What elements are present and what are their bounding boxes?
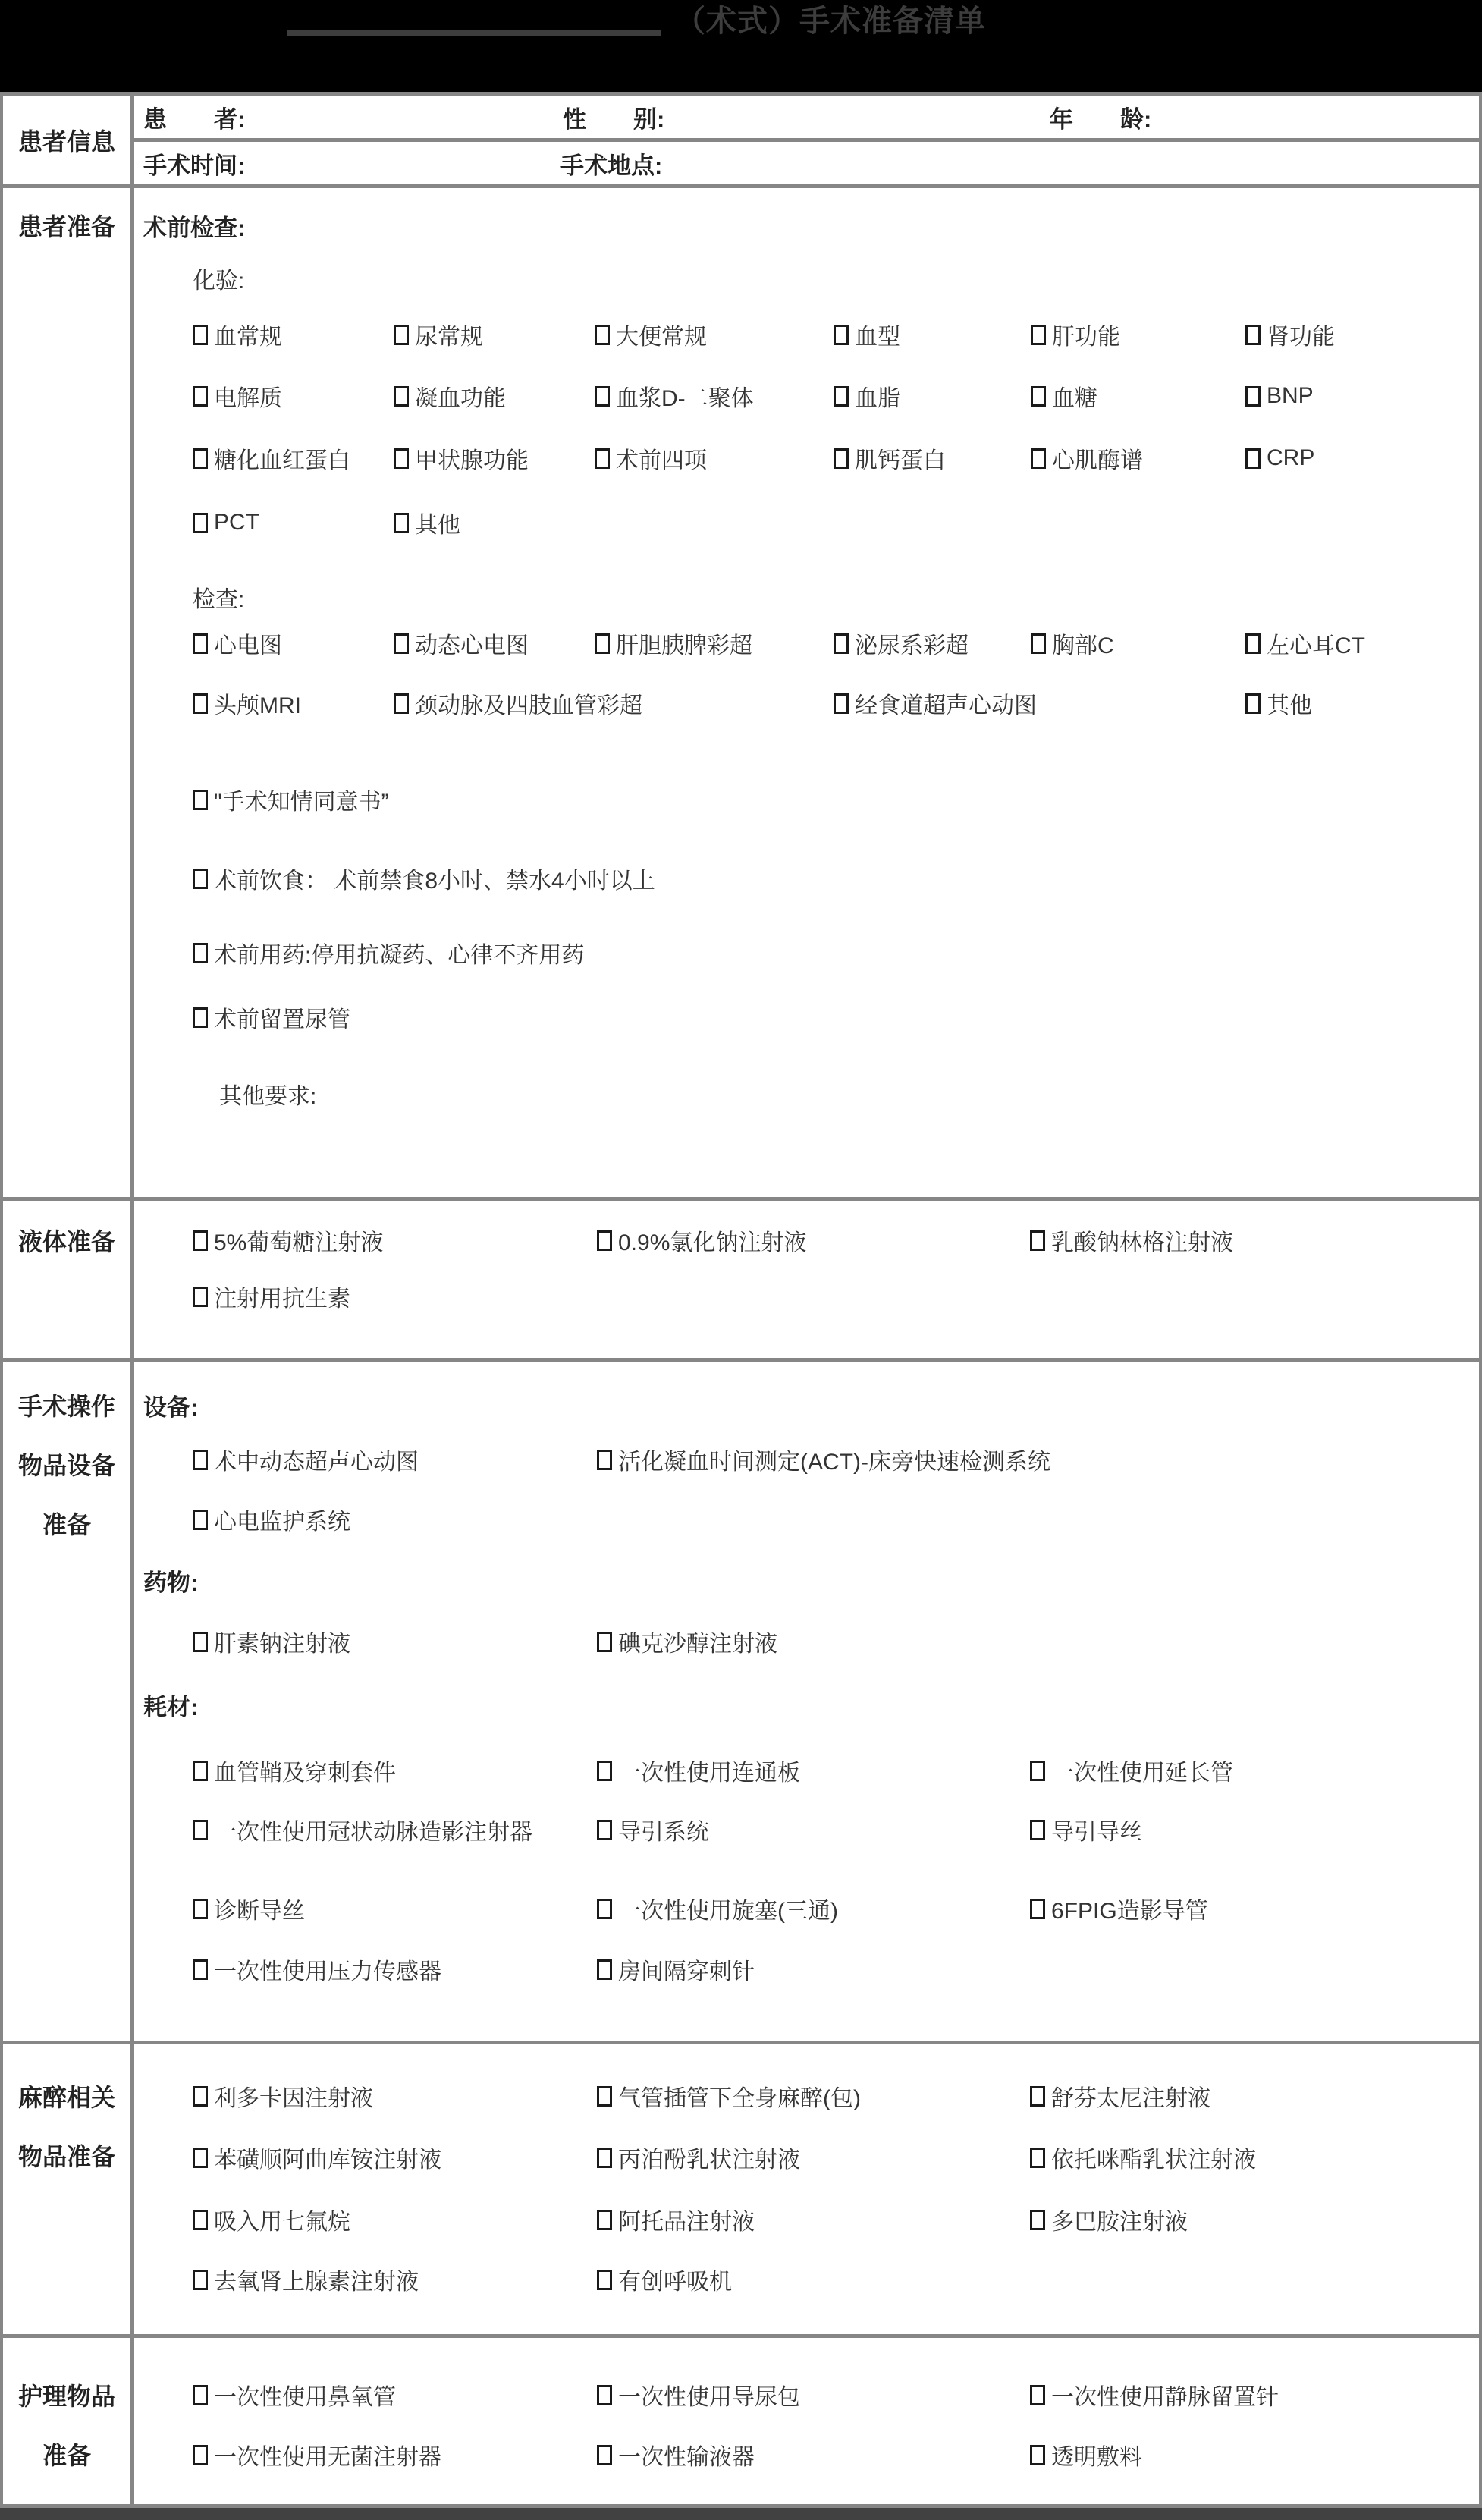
checkbox-label: 一次性使用旋塞(三通) — [618, 1899, 838, 1924]
checkbox-icon[interactable] — [834, 633, 849, 654]
checkbox-icon[interactable] — [193, 448, 208, 469]
checkbox-icon[interactable] — [595, 448, 610, 469]
other-requirements-label: 其他要求: — [219, 1084, 317, 1109]
checkbox-icon[interactable] — [834, 325, 849, 345]
checkbox-item[interactable] — [1031, 442, 1245, 474]
checkbox-icon[interactable] — [834, 448, 849, 469]
checkbox-icon[interactable] — [193, 1632, 208, 1652]
checkbox-icon[interactable] — [394, 448, 409, 469]
checkbox-icon[interactable] — [597, 1450, 612, 1470]
drug-row-1 — [134, 1626, 1479, 1657]
checkbox-item[interactable] — [193, 784, 1479, 815]
checkbox-label: 乳酸钠林格注射液 — [1051, 1230, 1233, 1255]
checkbox-item[interactable] — [597, 2379, 1030, 2411]
checkbox-label: 血浆D-二聚体 — [616, 386, 754, 411]
checkbox-item[interactable] — [597, 1893, 1030, 1925]
checkbox-label: 一次性使用延长管 — [1051, 1761, 1233, 1786]
checkbox-item[interactable] — [1245, 319, 1479, 350]
checkbox-label: 血脂 — [855, 386, 900, 411]
checkbox-label: 依托咪酯乳状注射液 — [1051, 2148, 1256, 2173]
section-anesthesia-prep — [3, 2041, 1479, 2334]
checkbox-label: 阿托品注射液 — [618, 2210, 755, 2235]
checkbox-icon[interactable] — [193, 790, 208, 810]
checkbox-label: 血型 — [855, 325, 900, 350]
checkbox-label: 肝素钠注射液 — [214, 1632, 350, 1657]
checkbox-icon[interactable] — [193, 1450, 208, 1470]
checkbox-label: 有创呼吸机 — [618, 2270, 732, 2295]
checkbox-item[interactable] — [193, 2439, 597, 2471]
checkbox-label: 术前留置尿管 — [214, 1007, 350, 1032]
checkbox-icon[interactable] — [595, 386, 610, 407]
checkbox-label: 多巴胺注射液 — [1051, 2210, 1188, 2235]
checkbox-icon[interactable] — [597, 1899, 612, 1919]
checkbox-icon[interactable] — [193, 1820, 208, 1840]
surgery-time-field-label: 手术时间: — [143, 152, 246, 179]
checkbox-item[interactable] — [597, 2264, 1030, 2295]
patient-prep-content — [134, 188, 1479, 1197]
checkbox-label: 丙泊酚乳状注射液 — [618, 2148, 800, 2173]
checkbox-icon[interactable] — [193, 633, 208, 654]
preop-exam-header: 术前检查: — [143, 214, 246, 241]
checkbox-icon[interactable] — [394, 386, 409, 407]
checkbox-icon[interactable] — [394, 633, 409, 654]
checkbox-item[interactable] — [1030, 1224, 1479, 1256]
checkbox-icon[interactable] — [1030, 1230, 1045, 1251]
checkbox-icon[interactable] — [597, 2210, 612, 2230]
checkbox-icon[interactable] — [595, 633, 610, 654]
checkbox-icon[interactable] — [193, 2385, 208, 2405]
section-label-fluid-prep: 液体准备 — [3, 1201, 134, 1358]
checkbox-icon[interactable] — [834, 693, 849, 714]
checkbox-icon[interactable] — [193, 2148, 208, 2168]
checkbox-icon[interactable] — [1245, 325, 1261, 345]
patient-info-content — [134, 96, 1479, 184]
checkbox-item[interactable] — [597, 1814, 1030, 1846]
checkbox-item[interactable] — [1030, 2379, 1479, 2411]
checkbox-label: 经食道超声心动图 — [855, 693, 1037, 718]
checkbox-label: 动态心电图 — [415, 633, 529, 658]
section-label-patient-prep: 患者准备 — [3, 188, 134, 1197]
checkbox-label: 术前用药:停用抗凝药、心律不齐用药 — [214, 943, 585, 968]
surgery-location-field-label: 手术地点: — [560, 152, 663, 179]
checkbox-item[interactable] — [193, 1626, 597, 1657]
checkbox-item[interactable] — [193, 2204, 597, 2236]
footer-band — [0, 2508, 1482, 2520]
equipment-row-1 — [134, 1444, 1479, 1475]
checkbox-icon[interactable] — [597, 2270, 612, 2290]
catheter-line — [134, 1001, 1479, 1033]
checkbox-label: 导引系统 — [618, 1820, 709, 1845]
checkbox-label: 其他 — [415, 513, 460, 538]
fluid-prep-content — [134, 1201, 1479, 1358]
checkbox-item[interactable] — [193, 1280, 597, 1312]
exam-row-1 — [134, 627, 1479, 659]
section-patient-prep — [3, 184, 1479, 1197]
checkbox-item[interactable] — [193, 2141, 597, 2173]
checkbox-icon[interactable] — [597, 2385, 612, 2405]
checkbox-label: 导引导丝 — [1051, 1820, 1142, 1845]
checkbox-icon[interactable] — [597, 1761, 612, 1781]
checkbox-icon[interactable] — [597, 2148, 612, 2168]
checkbox-item[interactable] — [1030, 1814, 1479, 1846]
checkbox-icon[interactable] — [1030, 2445, 1045, 2465]
checkbox-icon[interactable] — [193, 1761, 208, 1781]
checkbox-label: BNP — [1267, 383, 1314, 408]
checkbox-icon[interactable] — [193, 2210, 208, 2230]
checkbox-item[interactable] — [394, 319, 595, 350]
checkbox-icon[interactable] — [1030, 1899, 1045, 1919]
checkbox-label: 肝功能 — [1052, 325, 1120, 350]
checkbox-item[interactable] — [193, 1755, 597, 1786]
section-label-patient-info: 患者信息 — [3, 96, 134, 184]
patient-info-row-2 — [134, 138, 1479, 184]
exam-row-2 — [134, 687, 1479, 719]
checkbox-item[interactable] — [193, 2264, 597, 2295]
checklist-table — [0, 92, 1482, 2508]
checkbox-label: 一次性使用压力传感器 — [214, 1959, 441, 1984]
checkbox-item[interactable] — [834, 687, 1245, 719]
section-label-anesthesia-prep: 麻醉相关 物品准备 — [3, 2044, 134, 2334]
checkbox-label: "手术知情同意书” — [214, 790, 389, 815]
checkbox-icon[interactable] — [597, 1632, 612, 1652]
checkbox-icon[interactable] — [193, 513, 208, 533]
procedure-name-blank-line — [287, 30, 661, 36]
checkbox-label: PCT — [214, 510, 259, 535]
checkbox-label: 头颅MRI — [214, 693, 301, 718]
diet-line — [134, 863, 1479, 894]
fluid-row-1 — [134, 1224, 1479, 1256]
checkbox-item[interactable] — [1245, 380, 1479, 412]
gender-field-label: 性 别: — [563, 105, 665, 133]
checkbox-item[interactable] — [193, 1224, 597, 1256]
consumable-header: 耗材: — [143, 1693, 199, 1720]
checkbox-item[interactable] — [193, 1893, 597, 1925]
checkbox-label: 术前四项 — [616, 448, 707, 473]
checkbox-item[interactable] — [1245, 627, 1479, 659]
checkbox-icon[interactable] — [193, 2270, 208, 2290]
checkbox-label: 心电图 — [214, 633, 282, 658]
checkbox-label: 胸部C — [1052, 633, 1114, 658]
checkbox-label: 0.9%氯化钠注射液 — [618, 1230, 807, 1255]
checkbox-item[interactable] — [1030, 2080, 1479, 2112]
checkbox-label: 苯磺顺阿曲库铵注射液 — [214, 2148, 441, 2173]
checkbox-item[interactable] — [193, 442, 394, 474]
checkbox-label: CRP — [1267, 445, 1315, 470]
checkbox-item[interactable] — [597, 2439, 1030, 2471]
checkbox-label: 泌尿系彩超 — [855, 633, 969, 658]
checkbox-item[interactable] — [193, 380, 394, 412]
checkbox-item[interactable] — [595, 627, 834, 659]
checkbox-icon[interactable] — [597, 2445, 612, 2465]
section-fluid-prep — [3, 1197, 1479, 1358]
checkbox-label: 一次性使用无菌注射器 — [214, 2445, 441, 2470]
checkbox-icon[interactable] — [193, 1007, 208, 1028]
lab-row-3 — [134, 442, 1479, 474]
checkbox-icon[interactable] — [1245, 633, 1261, 654]
title-band — [0, 0, 1482, 92]
checkbox-icon[interactable] — [1245, 448, 1261, 469]
checkbox-item[interactable] — [1030, 1755, 1479, 1786]
checkbox-icon[interactable] — [1030, 2210, 1045, 2230]
nursing-prep-content — [134, 2338, 1479, 2504]
checkbox-item[interactable] — [834, 627, 1031, 659]
checkbox-label: 一次性使用连通板 — [618, 1761, 800, 1786]
lab-row-4 — [134, 507, 1479, 539]
checkbox-item[interactable] — [394, 687, 834, 719]
checkbox-item[interactable] — [1031, 319, 1245, 350]
exam-header: 检查: — [193, 587, 245, 612]
checkbox-item[interactable] — [193, 319, 394, 350]
checkbox-label: 心肌酶谱 — [1052, 448, 1143, 473]
checkbox-icon[interactable] — [597, 1959, 612, 1980]
checkbox-label: 透明敷料 — [1051, 2445, 1142, 2470]
checkbox-label: 血管鞘及穿刺套件 — [214, 1761, 396, 1786]
checkbox-label: 糖化血红蛋白 — [214, 448, 350, 473]
section-nursing-prep — [3, 2334, 1479, 2504]
checkbox-label: 凝血功能 — [415, 386, 506, 411]
checkbox-label: 一次性输液器 — [618, 2445, 755, 2470]
checkbox-item[interactable] — [193, 1814, 597, 1846]
checkbox-label: 其他 — [1267, 693, 1312, 718]
checkbox-label: 术前饮食： 术前禁食8小时、禁水4小时以上 — [214, 869, 655, 894]
checkbox-icon[interactable] — [1245, 386, 1261, 407]
checkbox-icon[interactable] — [597, 2086, 612, 2107]
checkbox-label: 5%葡萄糖注射液 — [214, 1230, 384, 1255]
checkbox-icon[interactable] — [597, 1820, 612, 1840]
checkbox-label: 尿常规 — [415, 325, 483, 350]
checkbox-item[interactable] — [394, 442, 595, 474]
checkbox-label: 气管插管下全身麻醉(包) — [618, 2086, 861, 2111]
checkbox-item[interactable] — [595, 380, 834, 412]
checkbox-item[interactable] — [1030, 1893, 1479, 1925]
checkbox-label: 肌钙蛋白 — [855, 448, 946, 473]
drug-header: 药物: — [143, 1569, 199, 1596]
patient-name-field-label: 患 者: — [143, 105, 246, 133]
checkbox-item[interactable] — [1030, 2141, 1479, 2173]
checkbox-label: 左心耳CT — [1267, 633, 1365, 658]
anesthesia-row-4 — [134, 2264, 1479, 2295]
checkbox-icon[interactable] — [193, 2086, 208, 2107]
checkbox-item[interactable] — [193, 1444, 597, 1475]
checkbox-icon[interactable] — [1031, 386, 1046, 407]
checkbox-item[interactable] — [597, 1444, 1479, 1475]
checkbox-icon[interactable] — [193, 325, 208, 345]
page-title: （术式）手术准备清单 — [675, 5, 986, 38]
section-label-nursing-prep: 护理物品 准备 — [3, 2338, 134, 2504]
section-label-surgical-prep: 手术操作 物品设备 准备 — [3, 1362, 134, 2041]
consent-line — [134, 784, 1479, 815]
checkbox-item[interactable] — [394, 380, 595, 412]
checkbox-label: 一次性使用鼻氧管 — [214, 2385, 396, 2410]
checkbox-item[interactable] — [597, 1224, 1030, 1256]
equipment-header: 设备: — [143, 1394, 199, 1421]
checkbox-label: 注射用抗生素 — [214, 1287, 350, 1312]
checkbox-item[interactable] — [193, 937, 1479, 969]
checkbox-item[interactable] — [1245, 442, 1479, 474]
nursing-row-2 — [134, 2439, 1479, 2471]
checkbox-icon[interactable] — [1031, 325, 1046, 345]
checkbox-item[interactable] — [834, 442, 1031, 474]
checkbox-item[interactable] — [1031, 380, 1245, 412]
checkbox-label: 房间隔穿刺针 — [618, 1959, 755, 1984]
checkbox-item[interactable] — [193, 1001, 1479, 1033]
checkbox-item[interactable] — [597, 1755, 1030, 1786]
checkbox-label: 肾功能 — [1267, 325, 1335, 350]
checkbox-item[interactable] — [595, 442, 834, 474]
checkbox-item[interactable] — [193, 2379, 597, 2411]
surgical-prep-content — [134, 1362, 1479, 2041]
checkbox-icon[interactable] — [1030, 1820, 1045, 1840]
checkbox-item[interactable] — [1031, 627, 1245, 659]
checkbox-icon[interactable] — [595, 325, 610, 345]
checkbox-icon[interactable] — [1030, 2148, 1045, 2168]
consumable-row-3 — [134, 1893, 1479, 1925]
checkbox-icon[interactable] — [1031, 448, 1046, 469]
checkbox-item[interactable] — [834, 319, 1031, 350]
title-group — [287, 2, 986, 41]
checkbox-item[interactable] — [1030, 2439, 1479, 2471]
checkbox-item[interactable] — [597, 1953, 1030, 1985]
consumable-row-4 — [134, 1953, 1479, 1985]
anesthesia-row-3 — [134, 2204, 1479, 2236]
checkbox-item[interactable] — [1030, 2204, 1479, 2236]
checkbox-label: 大便常规 — [616, 325, 707, 350]
fluid-row-2 — [134, 1280, 1479, 1312]
checkbox-icon[interactable] — [1030, 1761, 1045, 1781]
checkbox-label: 一次性使用导尿包 — [618, 2385, 800, 2410]
checkbox-icon[interactable] — [193, 1959, 208, 1980]
checkbox-label: 术中动态超声心动图 — [214, 1450, 419, 1475]
checkbox-item[interactable] — [597, 2080, 1030, 2112]
consumable-row-2 — [134, 1814, 1479, 1846]
checkbox-label: 血糖 — [1052, 386, 1097, 411]
checkbox-icon[interactable] — [1030, 2086, 1045, 2107]
checkbox-label: 甲状腺功能 — [415, 448, 529, 473]
checkbox-icon[interactable] — [597, 1230, 612, 1251]
section-patient-info — [3, 96, 1479, 184]
checkbox-item[interactable] — [193, 687, 394, 719]
checkbox-label: 颈动脉及四肢血管彩超 — [415, 693, 642, 718]
checkbox-label: 利多卡因注射液 — [214, 2086, 373, 2111]
checkbox-icon[interactable] — [193, 693, 208, 714]
checkbox-icon[interactable] — [1031, 633, 1046, 654]
consumable-row-1 — [134, 1755, 1479, 1786]
checkbox-label: 一次性使用冠状动脉造影注射器 — [214, 1820, 532, 1845]
equipment-row-2 — [134, 1504, 1479, 1535]
checkbox-icon[interactable] — [193, 2445, 208, 2465]
checkbox-item[interactable] — [193, 1953, 597, 1985]
age-field-label: 年 龄: — [1050, 105, 1152, 133]
lab-header: 化验: — [193, 269, 245, 294]
checkbox-item[interactable] — [193, 2080, 597, 2112]
patient-info-row-1 — [134, 96, 1479, 138]
checkbox-label: 心电监护系统 — [214, 1510, 350, 1535]
checkbox-icon[interactable] — [193, 1287, 208, 1307]
lab-row-1 — [134, 319, 1479, 350]
checkbox-label: 诊断导丝 — [214, 1899, 305, 1924]
checkbox-label: 活化凝血时间测定(ACT)-床旁快速检测系统 — [618, 1450, 1050, 1475]
checkbox-icon[interactable] — [394, 513, 409, 533]
checkbox-label: 去氧肾上腺素注射液 — [214, 2270, 419, 2295]
checkbox-item[interactable] — [394, 627, 595, 659]
checkbox-icon[interactable] — [193, 1230, 208, 1251]
checkbox-icon[interactable] — [834, 386, 849, 407]
lab-row-2 — [134, 380, 1479, 412]
checkbox-label: 6FPIG造影导管 — [1051, 1899, 1208, 1924]
anesthesia-prep-content — [134, 2044, 1479, 2334]
anesthesia-row-2 — [134, 2141, 1479, 2173]
checkbox-item[interactable] — [193, 1504, 597, 1535]
checkbox-item[interactable] — [193, 863, 1479, 894]
checkbox-icon[interactable] — [193, 386, 208, 407]
checkbox-item[interactable] — [1245, 687, 1479, 719]
checkbox-icon[interactable] — [193, 1510, 208, 1530]
checkbox-item[interactable] — [595, 319, 834, 350]
checkbox-item[interactable] — [597, 2204, 1030, 2236]
checkbox-label: 舒芬太尼注射液 — [1051, 2086, 1210, 2111]
section-surgical-prep — [3, 1358, 1479, 2041]
checkbox-icon[interactable] — [193, 943, 208, 963]
checkbox-item[interactable] — [597, 2141, 1030, 2173]
checkbox-icon[interactable] — [193, 869, 208, 889]
checkbox-icon[interactable] — [394, 693, 409, 714]
checkbox-icon[interactable] — [1030, 2385, 1045, 2405]
nursing-row-1 — [134, 2379, 1479, 2411]
checkbox-label: 血常规 — [214, 325, 282, 350]
checkbox-icon[interactable] — [193, 1899, 208, 1919]
medication-line — [134, 937, 1479, 969]
checkbox-item[interactable] — [193, 627, 394, 659]
checkbox-label: 电解质 — [214, 386, 282, 411]
checkbox-icon[interactable] — [394, 325, 409, 345]
checkbox-item[interactable] — [834, 380, 1031, 412]
checkbox-label: 吸入用七氟烷 — [214, 2210, 350, 2235]
checkbox-label: 碘克沙醇注射液 — [618, 1632, 777, 1657]
checkbox-item[interactable] — [394, 507, 595, 539]
checkbox-icon[interactable] — [1245, 693, 1261, 714]
checkbox-label: 肝胆胰脾彩超 — [616, 633, 752, 658]
checkbox-item[interactable] — [193, 507, 394, 539]
anesthesia-row-1 — [134, 2080, 1479, 2112]
checkbox-label: 一次性使用静脉留置针 — [1051, 2385, 1279, 2410]
checkbox-item[interactable] — [597, 1626, 1479, 1657]
